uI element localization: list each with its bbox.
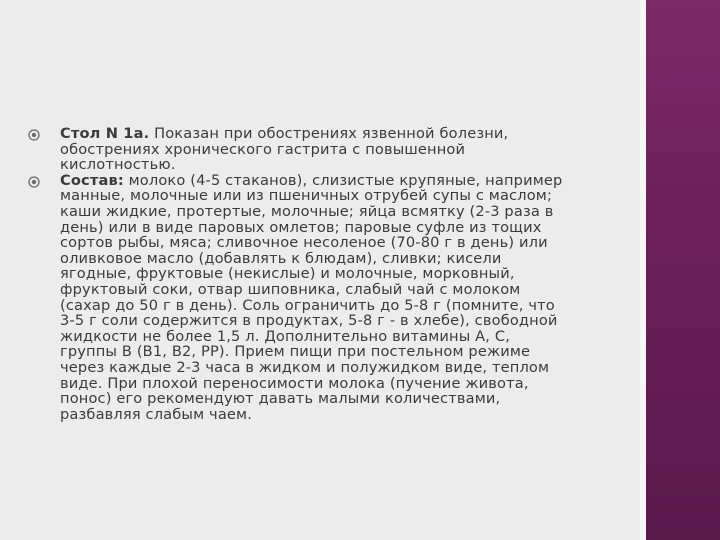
bullet-body: молоко (4-5 стаканов), слизистые крупяные, например манные, молочные или из пшеничных отрубей супы с маслом; каши жидкие, протертые, молочные; яйца всмятку (2-3 раза в день) или в виде паровых омлетов; паровые суфле из тощих сортов рыбы, мяса; сливочное несоленое (70-80 г в день) или оливковое масло (добавлять к блюдам), сливки; кисели ягодные, фруктовые (некислые) и молочные, морковный, фруктовый соки, отвар шиповника, слабый чай с молоком (сахар до 50 г в день). Соль ограничить до 5-8 г (помните, что 3-5 г соли содержится в продуктах, 5-8 г - в хлебе), свободной жидкости не более 1,5 л. Дополнительно витамины А, С, группы В (В1, В2, РР). Прием пищи при постельном режиме через каждые 2-3 часа в жидком и полужидком виде, теплом виде. При плохой переносимости молока (пучение живота, понос) его рекомендуют давать малыми количествами, разбавляя слабым чаем. (60, 171, 563, 423)
target-circle-icon (28, 176, 40, 188)
bullet-item (28, 173, 608, 423)
bullet-item (28, 126, 608, 173)
bullet-body: Показан при обострениях язвенной болезни, обострениях хронического гастрита с повышенной кислотностью. (60, 125, 509, 174)
bullet-lead: Состав: (60, 171, 124, 189)
decorative-side-panel (646, 0, 720, 540)
bullet-lead: Стол N 1а. (60, 125, 150, 142)
bullet-text (60, 126, 608, 173)
target-circle-icon (28, 129, 40, 141)
slide-content (28, 126, 608, 422)
bullet-text (60, 173, 608, 423)
